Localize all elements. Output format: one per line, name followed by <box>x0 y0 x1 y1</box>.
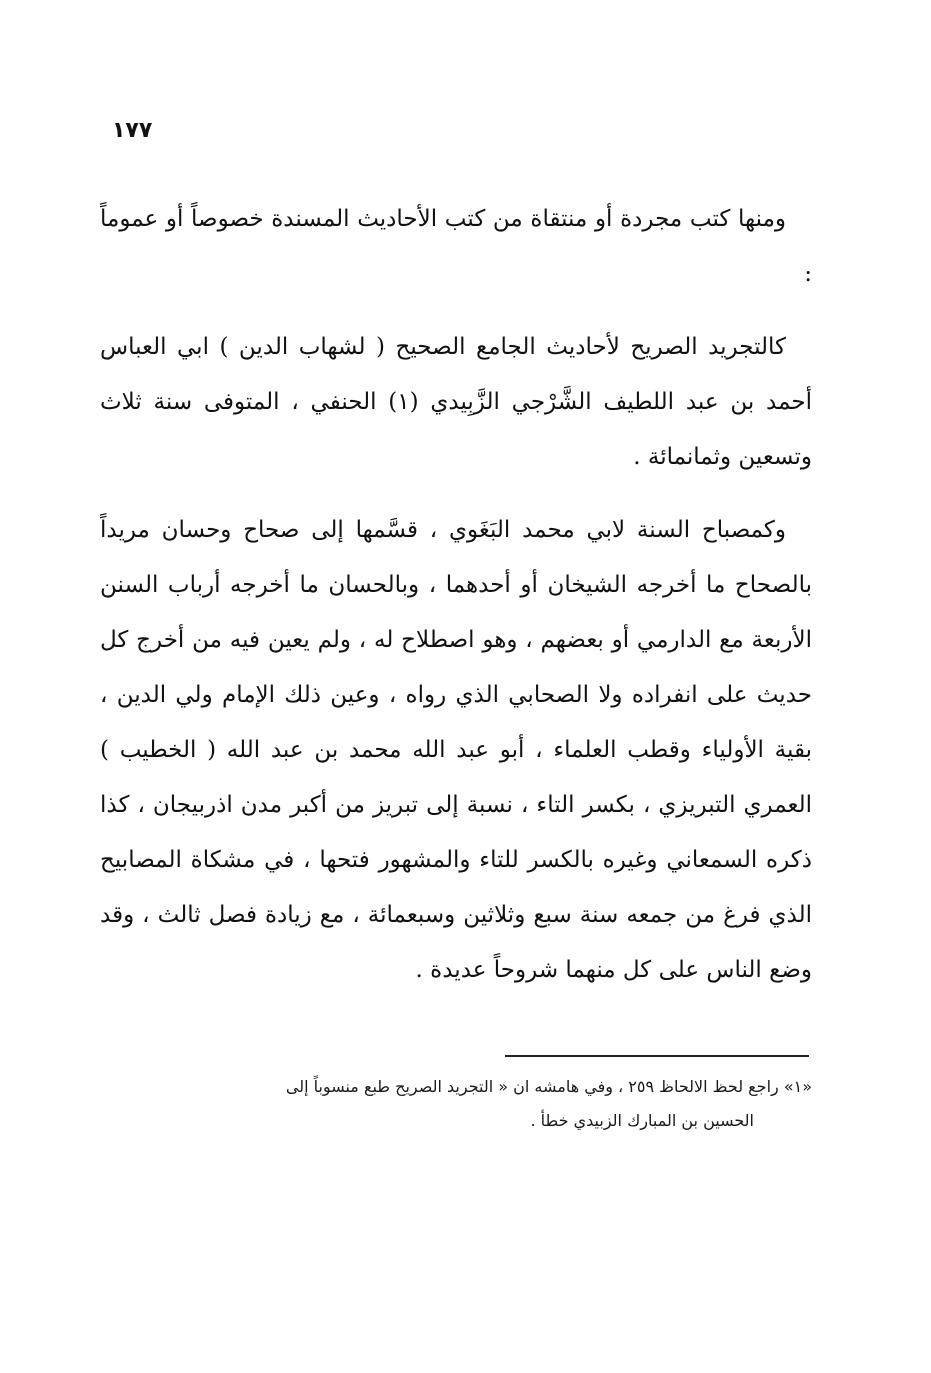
paragraph-masabih: وكمصباح السنة لابي محمد البَغَوي ، قسَّمها إلى صحاح وحسان مريداً بالصحاح ما أخرجه الشيخان أو أحدهما ، وبالحسان ما أخرجه أرباب السنن الأربعة مع الدارمي أو بعضهم ، وهو اصطلاح له ، ولم يعين فيه من أخرج كل حديث على انفراده ولا الصحابي الذي رواه ، وعين ذلك الإمام ولي الدين ، بقية الأولياء وقطب العلماء ، أبو عبد الله محمد بن عبد الله ( الخطيب ) العمري التبريزي ، بكسر التاء ، نسبة إلى تبريز من أكبر مدن اذربيجان ، كذا ذكره السمعاني وغيره بالكسر للتاء والمشهور فتحها ، في مشكاة المصابيح الذي فرغ من جمعه سنة سبع وثلاثين وسبعمائة ، مع زيادة فصل ثالث ، وقد وضع الناس على كل منهما شروحاً عديدة . <box>100 517 812 983</box>
footnote-separator <box>505 1055 809 1057</box>
paragraph-intro: ومنها كتب مجردة أو منتقاة من كتب الأحاديث المسندة خصوصاً أو عموماً : <box>100 206 812 287</box>
main-text <box>100 192 812 1014</box>
footnote-line-2: الحسين بن المبارك الزبيدي خطأ . <box>530 1111 754 1130</box>
paragraph-tajrid: كالتجريد الصريح لأحاديث الجامع الصحيح ( لشهاب الدين ) ابي العباس أحمد بن عبد اللطيف الشَّرْجي الزَّبِيدي (١) الحنفي ، المتوفى سنة ثلاث وتسعين وثمانمائة . <box>100 334 812 470</box>
footnote-line-1: «١» راجع لحظ الالحاظ ٢٥٩ ، وفي هامشه ان « التجريد الصريح طبع منسوباً إلى <box>285 1077 812 1096</box>
footnote <box>100 1070 812 1138</box>
page-number: ١٧٧ <box>112 118 153 143</box>
